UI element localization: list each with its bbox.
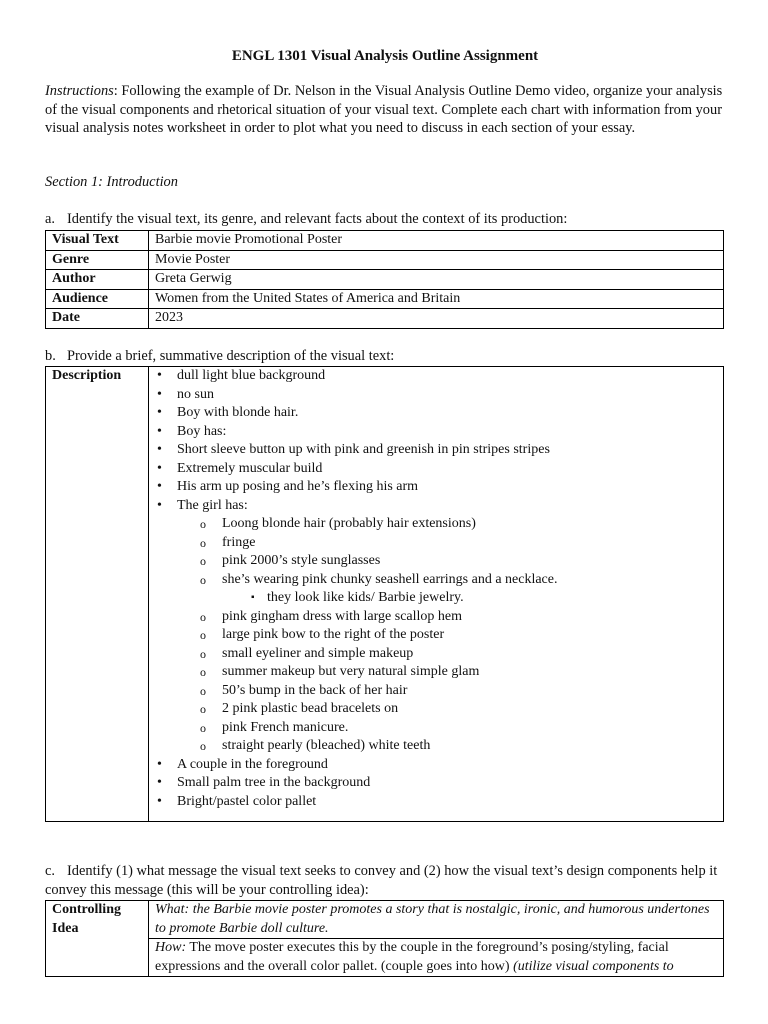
question-b [45, 347, 725, 366]
controlling-idea-label: Controlling Idea [46, 901, 149, 977]
sublist-item: o fringe [155, 534, 717, 553]
row-label: Author [46, 270, 149, 290]
row-value: 2023 [149, 309, 724, 329]
girl-sublist-continued [155, 608, 717, 756]
instructions-paragraph [45, 82, 725, 138]
description-list-continued [155, 756, 717, 812]
list-item: • A couple in the foreground [155, 756, 717, 775]
row-label: Date [46, 309, 149, 329]
row-value: Women from the United States of America and Britain [149, 289, 724, 309]
question-c [45, 862, 725, 899]
how-label: How: [155, 940, 187, 955]
list-item: • Boy has: [155, 423, 717, 442]
sublist-item: o straight pearly (bleached) white teeth [155, 737, 717, 756]
row-value: Movie Poster [149, 250, 724, 270]
sublist-item: o pink 2000’s style sunglasses [155, 552, 717, 571]
list-item: • Extremely muscular build [155, 460, 717, 479]
table-row [46, 309, 724, 329]
how-text: The move poster executes this by the couple in the foreground’s posing/styling, facial expressions and the overall color pallet. (couple goes into how) [155, 940, 669, 974]
description-table [45, 366, 724, 822]
context-table [45, 230, 724, 329]
sublist-item: o pink gingham dress with large scallop hem [155, 608, 717, 627]
row-value: Barbie movie Promotional Poster [149, 231, 724, 251]
list-item: • dull light blue background [155, 367, 717, 386]
description-list [155, 367, 717, 515]
page-title: ENGL 1301 Visual Analysis Outline Assignment [231, 48, 539, 64]
list-item: • Short sleeve button up with pink and greenish in pin stripes stripes [155, 441, 717, 460]
table-row [46, 250, 724, 270]
table-row [46, 289, 724, 309]
controlling-idea-how [149, 939, 724, 977]
list-item: • Small palm tree in the background [155, 774, 717, 793]
table-row [46, 367, 724, 822]
list-item: • His arm up posing and he’s flexing his arm [155, 478, 717, 497]
row-value: Greta Gerwig [149, 270, 724, 290]
question-b-letter: b. [45, 348, 56, 364]
row-label: Audience [46, 289, 149, 309]
description-label: Description [46, 367, 149, 822]
list-item: • Bright/pastel color pallet [155, 793, 717, 812]
question-c-letter: c. [45, 863, 55, 879]
how-italic-note: (utilize visual components to [513, 958, 674, 974]
list-item: • no sun [155, 386, 717, 405]
jewelry-sublist [155, 589, 717, 608]
row-label: Genre [46, 250, 149, 270]
sublist-item: o small eyeliner and simple makeup [155, 645, 717, 664]
question-a-letter: a. [45, 211, 55, 227]
instructions-label: Instructions [45, 83, 114, 99]
sublist-item: o large pink bow to the right of the poster [155, 626, 717, 645]
instructions-text: : Following the example of Dr. Nelson in the Visual Analysis Outline Demo video, organize your analysis of the visual components and rhetorical situation of your visual text. Complete each chart with information from your visual analysis notes worksheet in order to plot what you need to discuss in each section of your essay. [45, 83, 723, 136]
description-cell [149, 367, 724, 822]
list-item: • Boy with blonde hair. [155, 404, 717, 423]
sublist-item: o Loong blonde hair (probably hair extensions) [155, 515, 717, 534]
table-row [46, 901, 724, 939]
row-label: Visual Text [46, 231, 149, 251]
question-c-text: Identify (1) what message the visual text seeks to convey and (2) how the visual text’s design components help it convey this message (this will be your controlling idea): [45, 863, 718, 898]
sublist-item: o 2 pink plastic bead bracelets on [155, 700, 717, 719]
sublist-item: o summer makeup but very natural simple glam [155, 663, 717, 682]
controlling-idea-what: What: the Barbie movie poster promotes a story that is nostalgic, ironic, and humorous undertones to promote Barbie doll culture. [149, 901, 724, 939]
sub-sublist-item: ▪ they look like kids/ Barbie jewelry. [155, 589, 717, 608]
sublist-item: o she’s wearing pink chunky seashell earrings and a necklace. [155, 571, 717, 590]
list-item: • The girl has: [155, 497, 717, 516]
question-b-text: Provide a brief, summative description of the visual text: [67, 348, 395, 364]
sublist-item: o 50’s bump in the back of her hair [155, 682, 717, 701]
table-row [46, 231, 724, 251]
question-a [45, 210, 725, 229]
sublist-item: o pink French manicure. [155, 719, 717, 738]
question-a-text: Identify the visual text, its genre, and relevant facts about the context of its production: [67, 211, 568, 227]
table-row [46, 270, 724, 290]
girl-sublist [155, 515, 717, 589]
controlling-idea-table [45, 900, 724, 977]
section-1-heading: Section 1: Introduction [45, 174, 178, 190]
